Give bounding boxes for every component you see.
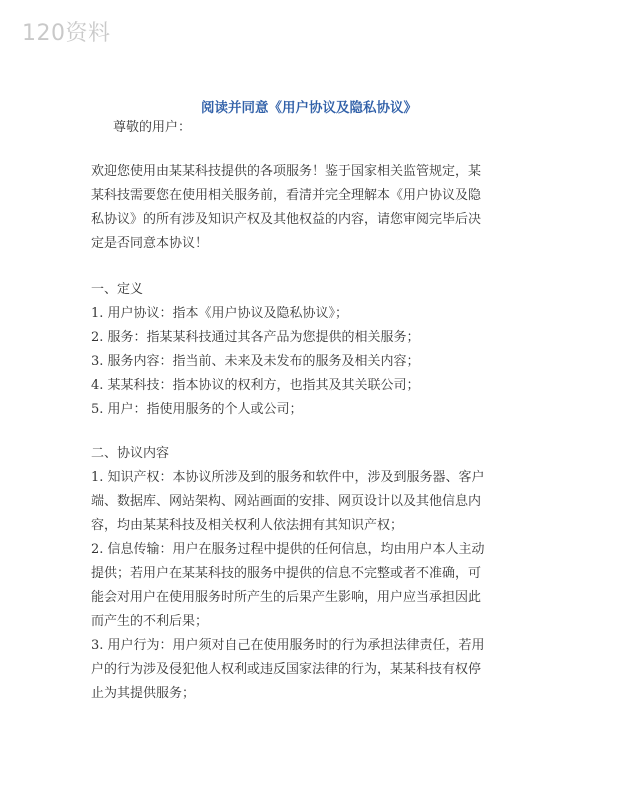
- clause-line: 1. 知识产权：本协议所涉及到的服务和软件中，涉及到服务器、客户: [91, 470, 485, 485]
- watermark: 120资料: [22, 21, 111, 46]
- salutation: 尊敬的用户：: [113, 120, 192, 135]
- intro-line: 定是否同意本协议！: [91, 236, 209, 251]
- clause-user-behavior: [91, 634, 531, 706]
- intro-line: 某科技需要您在使用相关服务前，看清并完全理解本《用户协议及隐: [91, 188, 482, 203]
- definition-item: 2. 服务：指某某科技通过其各产品为您提供的相关服务；: [91, 330, 420, 345]
- section-agreement-content: [91, 442, 531, 706]
- clause-line: 能会对用户在使用服务时所产生的后果产生影响，用户应当承担因此: [91, 590, 482, 605]
- clause-line: 而产生的不利后果；: [91, 614, 209, 629]
- definition-item: 4. 某某科技：指本协议的权利方，也指其及其关联公司；: [91, 378, 420, 393]
- clause-line: 止为其提供服务；: [91, 686, 196, 701]
- section-definitions: [91, 278, 531, 422]
- clause-line: 容，均由某某科技及相关权利人依法拥有其知识产权；: [91, 518, 404, 533]
- clause-line: 3. 用户行为：用户须对自己在使用服务时的行为承担法律责任，若用: [91, 638, 485, 653]
- document-title: 阅读并同意《用户协议及隐私协议》: [201, 100, 417, 116]
- intro-line: 欢迎您使用由某某科技提供的各项服务！鉴于国家相关监管规定，某: [91, 164, 482, 179]
- definition-item: 1. 用户协议：指本《用户协议及隐私协议》；: [91, 306, 349, 321]
- definition-item: 5. 用户：指使用服务的个人或公司；: [91, 402, 303, 417]
- section-heading: 一、定义: [91, 282, 144, 297]
- definition-item: 3. 服务内容：指当前、未来及未发布的服务及相关内容；: [91, 354, 420, 369]
- clause-line: 户的行为涉及侵犯他人权利或违反国家法律的行为，某某科技有权停: [91, 662, 482, 677]
- clause-line: 2. 信息传输：用户在服务过程中提供的任何信息，均由用户本人主动: [91, 542, 485, 557]
- section-heading: 二、协议内容: [91, 446, 170, 461]
- clause-intellectual-property: [91, 466, 531, 538]
- clause-information-transfer: [91, 538, 531, 634]
- clause-line: 提供；若用户在某某科技的服务中提供的信息不完整或者不准确，可: [91, 566, 482, 581]
- clause-line: 端、数据库、网站架构、网站画面的安排、网页设计以及其他信息内: [91, 494, 482, 509]
- document-body: [91, 116, 531, 706]
- intro-line: 私协议》的所有涉及知识产权及其他权益的内容，请您审阅完毕后决: [91, 212, 482, 227]
- intro-paragraph: [91, 160, 531, 256]
